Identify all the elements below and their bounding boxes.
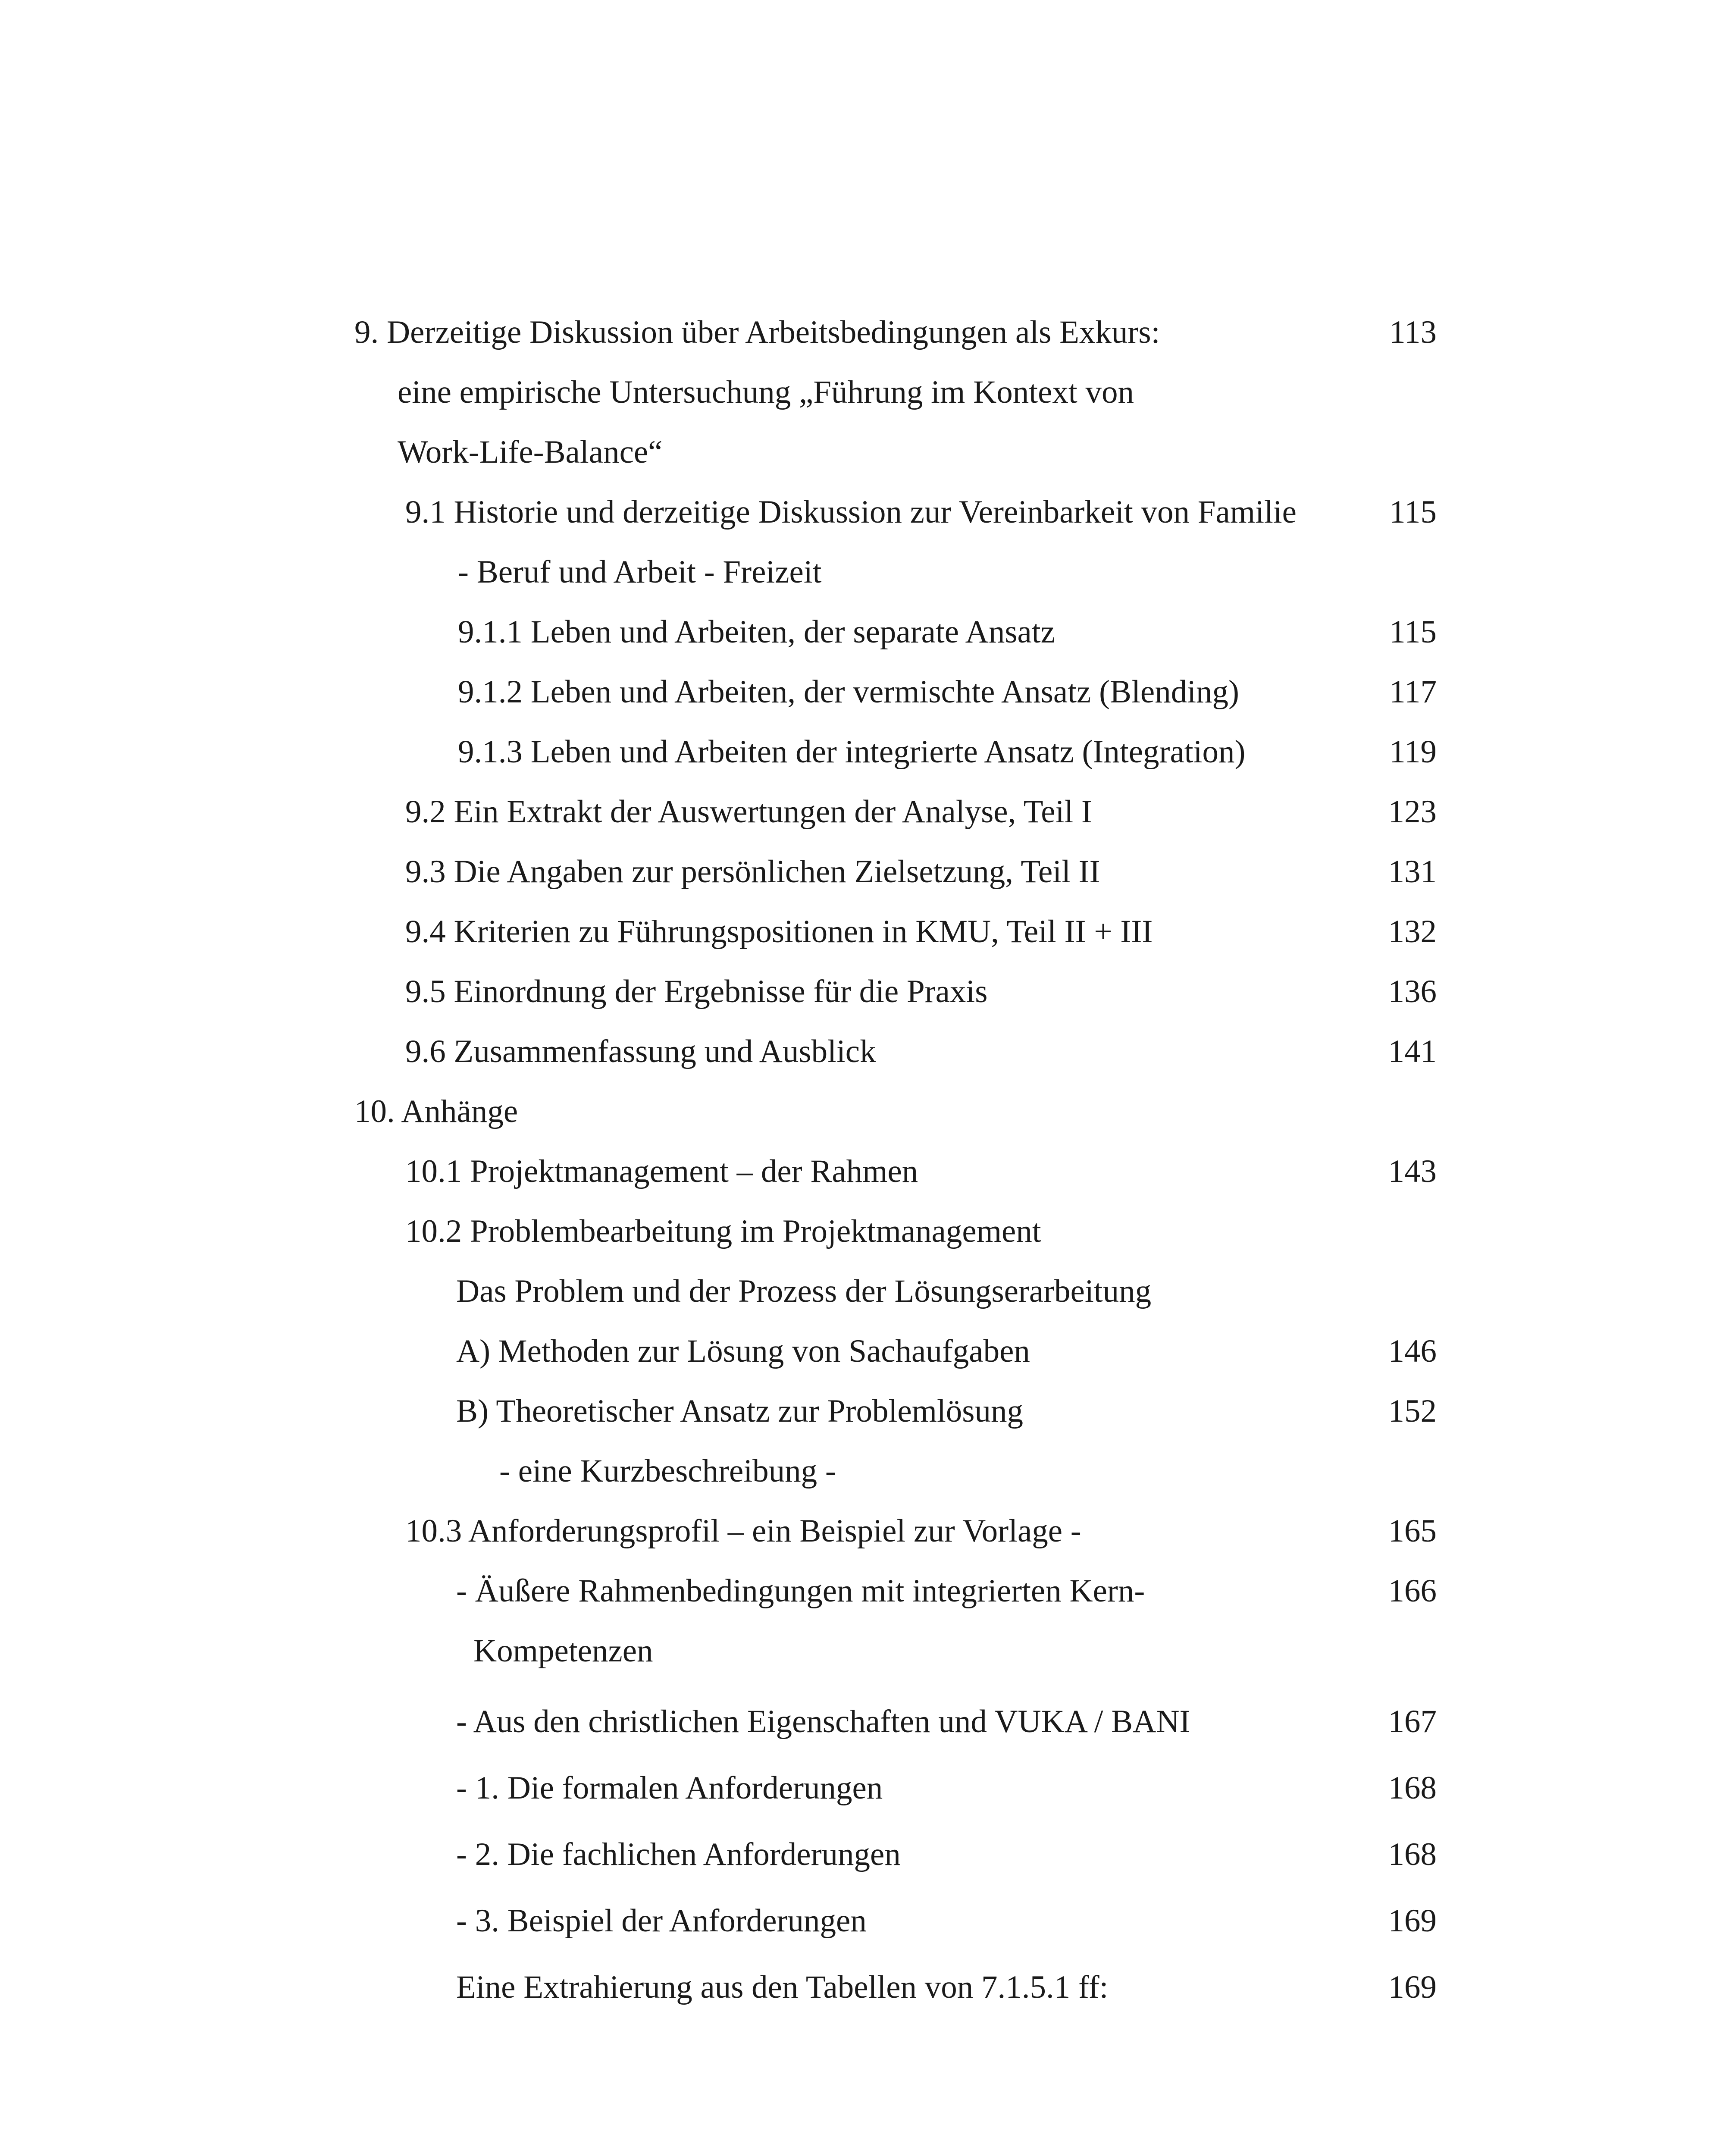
- toc-entry-page: 167: [1388, 1704, 1437, 1739]
- toc-entry-page: 146: [1388, 1333, 1437, 1369]
- toc-entry-text: - Aus den christlichen Eigenschaften und VUKA / BANI: [456, 1704, 1190, 1739]
- toc-entry-page: 132: [1388, 914, 1437, 950]
- toc-entry-page: 136: [1388, 974, 1437, 1009]
- toc-entry-page: 141: [1388, 1034, 1437, 1069]
- toc-entry-page: 143: [1388, 1153, 1437, 1189]
- toc-entry-page: 169: [1388, 1969, 1437, 2005]
- toc-entry-page: 131: [1388, 854, 1437, 890]
- toc-entry-text: eine empirische Untersuchung „Führung im Kontext von: [398, 374, 1134, 410]
- toc-entry-text: 10.2 Problembearbeitung im Projektmanagement: [405, 1213, 1041, 1249]
- toc-entry-text: 9.6 Zusammenfassung und Ausblick: [405, 1034, 876, 1069]
- toc-entry-page: 168: [1388, 1836, 1437, 1872]
- toc-entry-text: 10. Anhänge: [354, 1094, 518, 1129]
- toc-entry-page: 169: [1388, 1903, 1437, 1939]
- toc-entry-text: 9. Derzeitige Diskussion über Arbeitsbedingungen als Exkurs:: [354, 314, 1160, 350]
- toc-entry-page: 152: [1388, 1393, 1437, 1429]
- toc-entry-page: 113: [1389, 314, 1437, 350]
- toc-entry-text: - 3. Beispiel der Anforderungen: [456, 1903, 867, 1939]
- toc-entry-page: 123: [1388, 794, 1437, 830]
- toc-entry-page: 117: [1389, 674, 1437, 710]
- toc-entry-text: 9.1 Historie und derzeitige Diskussion zur Vereinbarkeit von Familie: [405, 494, 1297, 530]
- toc-entry-text: 9.1.3 Leben und Arbeiten der integrierte Ansatz (Integration): [458, 734, 1246, 770]
- toc-entry-text: - Beruf und Arbeit - Freizeit: [458, 554, 822, 590]
- toc-entry-text: 9.1.1 Leben und Arbeiten, der separate Ansatz: [458, 614, 1055, 650]
- toc-entry-text: 10.3 Anforderungsprofil – ein Beispiel zur Vorlage -: [405, 1513, 1081, 1549]
- toc-entry-text: B) Theoretischer Ansatz zur Problemlösung: [456, 1393, 1023, 1429]
- toc-entry-text: - Äußere Rahmenbedingungen mit integrierten Kern-: [456, 1573, 1145, 1609]
- toc-entry-text: 9.2 Ein Extrakt der Auswertungen der Analyse, Teil I: [405, 794, 1092, 830]
- toc-entry-page: 168: [1388, 1770, 1437, 1806]
- toc-entry-page: 119: [1389, 734, 1437, 770]
- toc-entry-page: 115: [1389, 614, 1437, 650]
- toc-entry-page: 165: [1388, 1513, 1437, 1549]
- toc-entry-text: 9.1.2 Leben und Arbeiten, der vermischte Ansatz (Blending): [458, 674, 1240, 710]
- toc-entry-text: Eine Extrahierung aus den Tabellen von 7.1.5.1 ff:: [456, 1969, 1109, 2005]
- toc-entry-text: Kompetenzen: [473, 1633, 653, 1669]
- toc-entry-text: 9.3 Die Angaben zur persönlichen Zielsetzung, Teil II: [405, 854, 1100, 890]
- toc-entry-text: A) Methoden zur Lösung von Sachaufgaben: [456, 1333, 1030, 1369]
- toc-entry-text: Work-Life-Balance“: [398, 434, 663, 470]
- toc-entry-text: 9.5 Einordnung der Ergebnisse für die Praxis: [405, 974, 988, 1009]
- toc-entry-text: 9.4 Kriterien zu Führungspositionen in KMU, Teil II + III: [405, 914, 1153, 950]
- toc-entry-text: - 1. Die formalen Anforderungen: [456, 1770, 883, 1806]
- toc-entry-text: - 2. Die fachlichen Anforderungen: [456, 1836, 901, 1872]
- toc-entry-text: 10.1 Projektmanagement – der Rahmen: [405, 1153, 918, 1189]
- toc-entry-text: Das Problem und der Prozess der Lösungserarbeitung: [456, 1273, 1152, 1309]
- toc-entry-page: 115: [1389, 494, 1437, 530]
- toc-entry-text: - eine Kurzbeschreibung -: [499, 1453, 836, 1489]
- toc-entry-page: 166: [1388, 1573, 1437, 1609]
